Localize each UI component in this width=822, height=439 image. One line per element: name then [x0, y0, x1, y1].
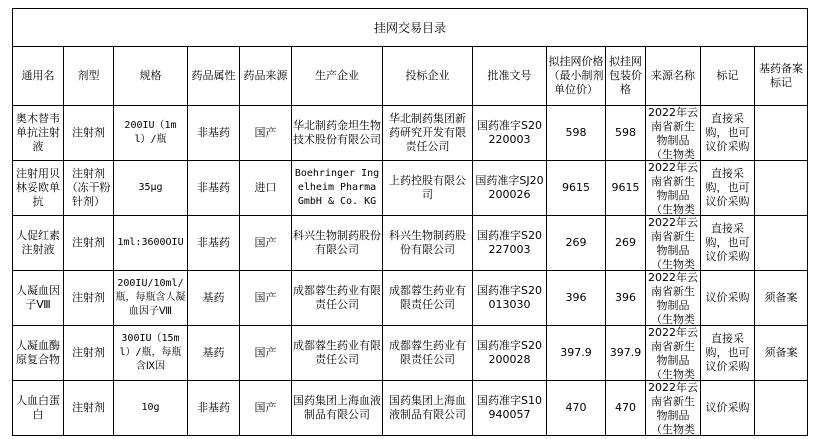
table-cell: 470 — [547, 381, 606, 436]
table-cell: 议价采购 — [701, 381, 755, 436]
column-header: 剂型 — [64, 47, 114, 106]
table-cell: 国药准字S20220003 — [473, 106, 547, 161]
table-cell: 10g — [114, 381, 188, 436]
table-cell: 269 — [547, 216, 606, 271]
table-cell: 396 — [606, 271, 646, 326]
table-cell: 397.9 — [547, 326, 606, 381]
table-cell: 基药 — [188, 271, 240, 326]
table-cell: 奥木替韦单抗注射液 — [13, 106, 64, 161]
table-row — [13, 216, 808, 271]
table-cell: 非基药 — [188, 106, 240, 161]
table-cell: 国产 — [240, 106, 292, 161]
table-cell: Boehringer Ingelheim Pharma GmbH & Co. KG — [292, 161, 383, 216]
table-cell — [755, 106, 808, 161]
table-cell: 国产 — [240, 271, 292, 326]
column-header: 药品属性 — [188, 47, 240, 106]
table-cell: 269 — [606, 216, 646, 271]
table-cell: 35μg — [114, 161, 188, 216]
trading-catalog-table — [12, 8, 808, 436]
table-cell — [755, 381, 808, 436]
table-cell: 直接采购，也可议价采购 — [701, 216, 755, 271]
column-header: 拟挂网价格（最小制剂单位价） — [547, 47, 606, 106]
table-cell: 9615 — [606, 161, 646, 216]
table-cell: 200IU（1ml）/瓶 — [114, 106, 188, 161]
table-cell: 国药集团上海血液制品有限公司 — [292, 381, 383, 436]
table-cell: 国产 — [240, 216, 292, 271]
table-cell: 397.9 — [606, 326, 646, 381]
table-row — [13, 271, 808, 326]
table-cell: 国产 — [240, 326, 292, 381]
table-cell: 成都蓉生药业有限责任公司 — [383, 271, 473, 326]
table-cell: 须备案 — [755, 326, 808, 381]
table-cell: 非基药 — [188, 216, 240, 271]
table-cell: 注射剂 — [64, 216, 114, 271]
table-cell: 注射剂 — [64, 326, 114, 381]
table-cell: 国药准字S10940057 — [473, 381, 547, 436]
table-row — [13, 161, 808, 216]
table-cell: 科兴生物制药股份有限公司 — [292, 216, 383, 271]
table-cell: 200IU/10ml/瓶，每瓶含人凝血因子Ⅷ — [114, 271, 188, 326]
table-cell: 2022年云南省新生物制品（生物类 — [646, 216, 701, 271]
table-cell: 国药准字S20227003 — [473, 216, 547, 271]
table-row — [13, 106, 808, 161]
table-cell: 598 — [606, 106, 646, 161]
table-cell: 598 — [547, 106, 606, 161]
table-cell: 470 — [606, 381, 646, 436]
table-cell: 须备案 — [755, 271, 808, 326]
table-cell: 396 — [547, 271, 606, 326]
table-cell: 议价采购 — [701, 271, 755, 326]
table-cell: 国药准字S20013030 — [473, 271, 547, 326]
table-cell: 1ml:3600OIU — [114, 216, 188, 271]
table-cell: 人凝血因子Ⅷ — [13, 271, 64, 326]
table-cell: 非基药 — [188, 381, 240, 436]
table-cell: 2022年云南省新生物制品（生物类 — [646, 106, 701, 161]
table-cell: 上药控股有限公司 — [383, 161, 473, 216]
table-cell — [755, 161, 808, 216]
table-cell: 非基药 — [188, 161, 240, 216]
table-cell: 国产 — [240, 381, 292, 436]
table-cell: 直接采购，也可议价采购 — [701, 161, 755, 216]
table-cell: 华北制药集团新药研究开发有限责任公司 — [383, 106, 473, 161]
column-header: 规格 — [114, 47, 188, 106]
table-cell: 国药集团上海血液制品有限公司 — [383, 381, 473, 436]
column-header: 通用名 — [13, 47, 64, 106]
table-cell: 人促红素注射液 — [13, 216, 64, 271]
column-header: 基药备案标记 — [755, 47, 808, 106]
column-header: 药品来源 — [240, 47, 292, 106]
table-cell: 直接采购，也可议价采购 — [701, 326, 755, 381]
table-cell: 国药准字S20200028 — [473, 326, 547, 381]
column-header: 来源名称 — [646, 47, 701, 106]
table-cell: 2022年云南省新生物制品（生物类 — [646, 271, 701, 326]
table-cell: 300IU（15ml）/瓶，每瓶含Ⅸ因 — [114, 326, 188, 381]
table-cell: 华北制药金坦生物技术股份有限公司 — [292, 106, 383, 161]
catalog-sheet — [12, 8, 808, 436]
table-cell: 成都蓉生药业有限责任公司 — [292, 271, 383, 326]
table-cell: 科兴生物制药股份有限公司 — [383, 216, 473, 271]
table-cell: 2022年云南省新生物制品（生物类 — [646, 161, 701, 216]
table-row — [13, 326, 808, 381]
table-row — [13, 381, 808, 436]
column-header: 生产企业 — [292, 47, 383, 106]
column-header: 拟挂网包装价格 — [606, 47, 646, 106]
column-header: 批准文号 — [473, 47, 547, 106]
table-cell: 2022年云南省新生物制品（生物类 — [646, 326, 701, 381]
table-cell: 注射剂 — [64, 106, 114, 161]
table-cell: 注射剂 — [64, 381, 114, 436]
column-header: 标记 — [701, 47, 755, 106]
table-cell: 人凝血酶原复合物 — [13, 326, 64, 381]
table-cell: 直接采购，也可议价采购 — [701, 106, 755, 161]
table-cell: 人血白蛋白 — [13, 381, 64, 436]
table-cell: 国药准字SJ20200026 — [473, 161, 547, 216]
column-header: 投标企业 — [383, 47, 473, 106]
table-cell: 成都蓉生药业有限责任公司 — [292, 326, 383, 381]
table-cell: 基药 — [188, 326, 240, 381]
table-cell: 注射剂 — [64, 271, 114, 326]
table-cell: 进口 — [240, 161, 292, 216]
header-row — [13, 47, 808, 106]
table-title: 挂网交易目录 — [13, 9, 808, 47]
table-cell: 注射剂（冻干粉针剂） — [64, 161, 114, 216]
table-cell — [755, 216, 808, 271]
table-cell: 成都蓉生药业有限责任公司 — [383, 326, 473, 381]
table-cell: 9615 — [547, 161, 606, 216]
table-cell: 注射用贝林妥欧单抗 — [13, 161, 64, 216]
table-cell: 2022年云南省新生物制品（生物类 — [646, 381, 701, 436]
